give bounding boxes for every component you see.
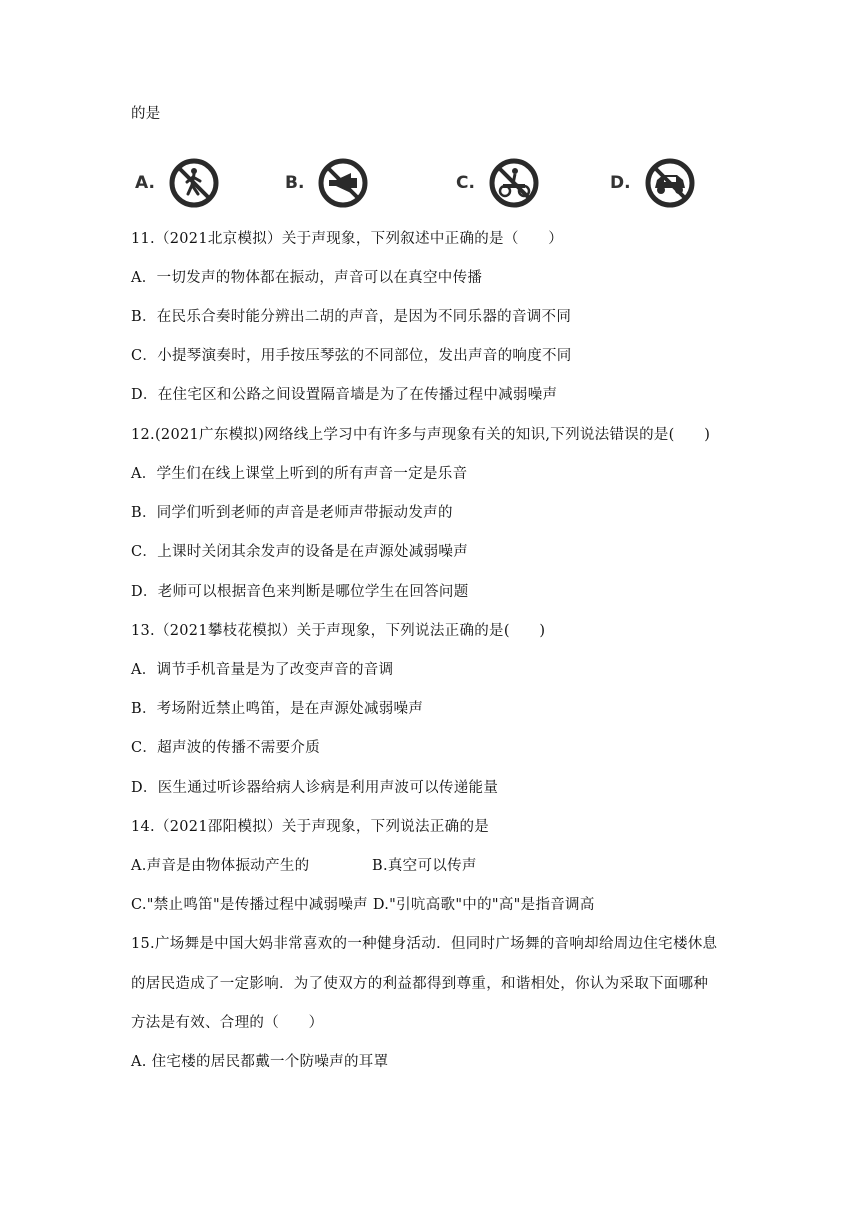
question-13-stem: 13.（2021攀枝花模拟）关于声现象，下列说法正确的是( ) bbox=[131, 623, 546, 639]
question-12-option-a: A．学生们在线上课堂上听到的所有声音一定是乐音 bbox=[131, 466, 468, 482]
option-letter: A. bbox=[135, 173, 155, 193]
question-13-option-b: B．考场附近禁止鸣笛，是在声源处减弱噪声 bbox=[131, 701, 424, 717]
question-15-stem-line-2: 的居民造成了一定影响．为了使双方的利益都得到尊重，和谐相处，你认为采取下面哪种 bbox=[131, 976, 709, 992]
question-11-stem: 11.（2021北京模拟）关于声现象，下列叙述中正确的是（ ） bbox=[131, 231, 564, 247]
no-motor-vehicle-icon bbox=[645, 158, 695, 208]
sign-option-c bbox=[456, 156, 539, 210]
question-11-option-d: D．在住宅区和公路之间设置隔音墙是为了在传播过程中减弱噪声 bbox=[131, 387, 558, 403]
sign-option-b bbox=[285, 156, 368, 210]
question-11-option-c: C．小提琴演奏时，用手按压琴弦的不同部位，发出声音的响度不同 bbox=[131, 348, 572, 364]
question-14-options-cd: C."禁止鸣笛"是传播过程中减弱噪声 D."引吭高歌"中的"高"是指音调高 bbox=[131, 897, 595, 913]
question-13-option-d: D．医生通过听诊器给病人诊病是利用声波可以传递能量 bbox=[131, 780, 499, 796]
question-15-stem-line-3: 方法是有效、合理的（ ） bbox=[131, 1015, 324, 1031]
question-10-sign-options bbox=[131, 156, 711, 210]
question-14-options-ab bbox=[131, 856, 477, 876]
question-12-stem: 12.(2021广东模拟)网络线上学习中有许多与声现象有关的知识,下列说法错误的是( ) bbox=[131, 427, 711, 443]
question-15-stem-line-1: 15.广场舞是中国大妈非常喜欢的一种健身活动．但同时广场舞的音响却给周边住宅楼休息 bbox=[131, 936, 718, 952]
option-letter: B. bbox=[285, 173, 305, 193]
question-14-stem: 14.（2021邵阳模拟）关于声现象，下列说法正确的是 bbox=[131, 819, 490, 835]
question-11-option-a: A．一切发声的物体都在振动，声音可以在真空中传播 bbox=[131, 270, 483, 286]
question-10-stem-end: 的是 bbox=[131, 106, 161, 122]
question-13-option-a: A．调节手机音量是为了改变声音的音调 bbox=[131, 662, 394, 678]
question-13-option-c: C．超声波的传播不需要介质 bbox=[131, 740, 320, 756]
sign-option-d bbox=[610, 156, 695, 210]
question-12-option-c: C．上课时关闭其余发声的设备是在声源处减弱噪声 bbox=[131, 544, 468, 560]
option-letter: C. bbox=[456, 173, 475, 193]
no-horn-icon bbox=[318, 158, 368, 208]
question-11-option-b: B．在民乐合奏时能分辨出二胡的声音，是因为不同乐器的音调不同 bbox=[131, 309, 572, 325]
question-12-option-d: D．老师可以根据音色来判断是哪位学生在回答问题 bbox=[131, 584, 469, 600]
option-letter: D. bbox=[610, 173, 631, 193]
sign-option-a bbox=[135, 156, 219, 210]
no-tricycle-icon bbox=[489, 158, 539, 208]
question-15-option-a: A. 住宅楼的居民都戴一个防噪声的耳罩 bbox=[131, 1054, 389, 1070]
question-14-option-b: B.真空可以传声 bbox=[372, 858, 477, 874]
question-12-option-b: B．同学们听到老师的声音是老师声带振动发声的 bbox=[131, 505, 453, 521]
no-pedestrian-icon bbox=[169, 158, 219, 208]
question-14-option-a: A.声音是由物体振动产生的 bbox=[131, 858, 310, 874]
